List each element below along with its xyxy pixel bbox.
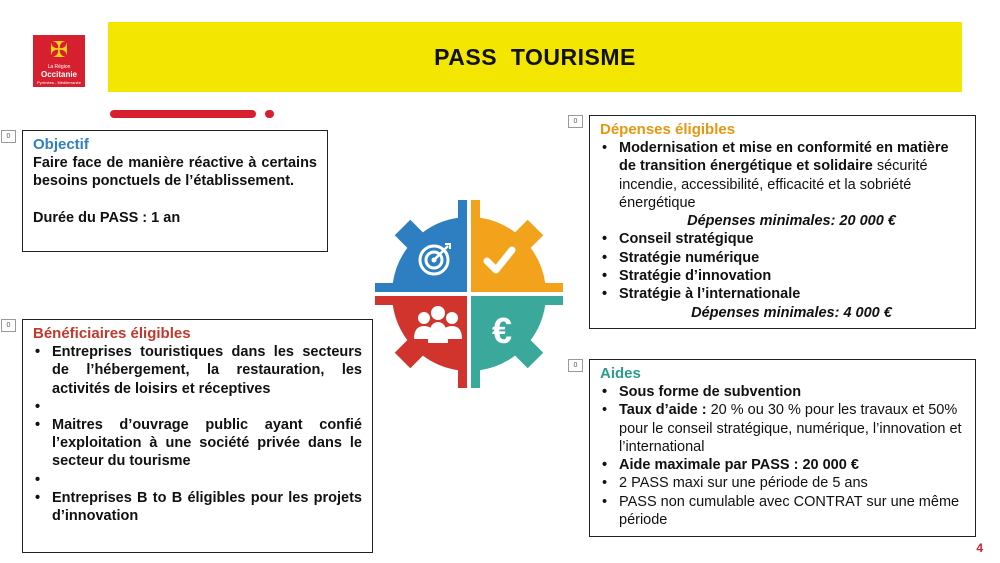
depenses-box [589, 115, 976, 329]
logo-line-3: Pyrénées - Méditerranée [36, 80, 82, 85]
comment-marker[interactable]: 0 [1, 319, 16, 332]
page-number: 4 [976, 541, 983, 555]
aides-box [589, 359, 976, 537]
gear-graphic [372, 197, 566, 391]
objectif-title: Objectif [33, 136, 89, 153]
list-item: • Modernisation et mise en conformité en matière de transition énergétique et solidaire sécurité incendie, accessibilité, efficacité et la sobriété énergétique [600, 139, 965, 212]
comment-marker[interactable]: 0 [568, 359, 583, 372]
list-item: • Entreprises B to B éligibles pour les projets d’innovation [33, 489, 362, 526]
objectif-duration: Durée du PASS : 1 an [33, 209, 181, 226]
objectif-box [22, 130, 328, 252]
aides-title: Aides [600, 365, 641, 382]
gear-quadrant-teal [471, 296, 566, 391]
decorative-dot [265, 110, 274, 118]
decorative-divider [110, 110, 256, 118]
list-item: • 2 PASS maxi sur une période de 5 ans [600, 474, 965, 492]
spacer [33, 471, 362, 489]
list-item: • Stratégie à l’internationale [600, 285, 965, 303]
beneficiaires-title: Bénéficiaires éligibles [33, 325, 191, 342]
depenses-title: Dépenses éligibles [600, 121, 736, 138]
list-item: • Maitres d’ouvrage public ayant confié l’exploitation à une société privée dans le secteur du tourisme [33, 416, 362, 471]
page-title: PASS TOURISME [108, 22, 962, 92]
list-item: • Stratégie d’innovation [600, 267, 965, 285]
min-spend-2: Dépenses minimales: 4 000 € [691, 304, 892, 321]
list-item: • Stratégie numérique [600, 249, 965, 267]
comment-marker[interactable]: 0 [1, 130, 16, 143]
list-item: • PASS non cumulable avec CONTRAT sur une même période [600, 493, 965, 530]
gear-quadrant-red [372, 296, 467, 391]
gear-quadrant-blue [372, 197, 467, 292]
list-item: • Entreprises touristiques dans les secteurs de l’hébergement, la restauration, les activités de loisirs et réceptives [33, 343, 362, 398]
objectif-text: Faire face de manière réactive à certains besoins ponctuels de l’établissement. [33, 155, 317, 190]
beneficiaires-box [22, 319, 373, 553]
spacer [33, 398, 362, 416]
euro-icon: € [491, 310, 513, 351]
list-item: • Conseil stratégique [600, 230, 965, 248]
region-logo [33, 35, 85, 87]
logo-line-2: Occitanie [40, 70, 77, 79]
list-item: • Sous forme de subvention [600, 383, 965, 401]
list-item: • Taux d’aide : 20 % ou 30 % pour les travaux et 50% pour le conseil stratégique, numérique, l’innovation et l’international [600, 401, 965, 456]
gear-quadrant-orange [471, 197, 566, 292]
comment-marker[interactable]: 0 [568, 115, 583, 128]
logo-line-1: La Région [47, 64, 71, 70]
occitan-cross-icon: ✠ [49, 37, 69, 62]
list-item: • Aide maximale par PASS : 20 000 € [600, 456, 965, 474]
min-spend-1: Dépenses minimales: 20 000 € [687, 213, 896, 230]
